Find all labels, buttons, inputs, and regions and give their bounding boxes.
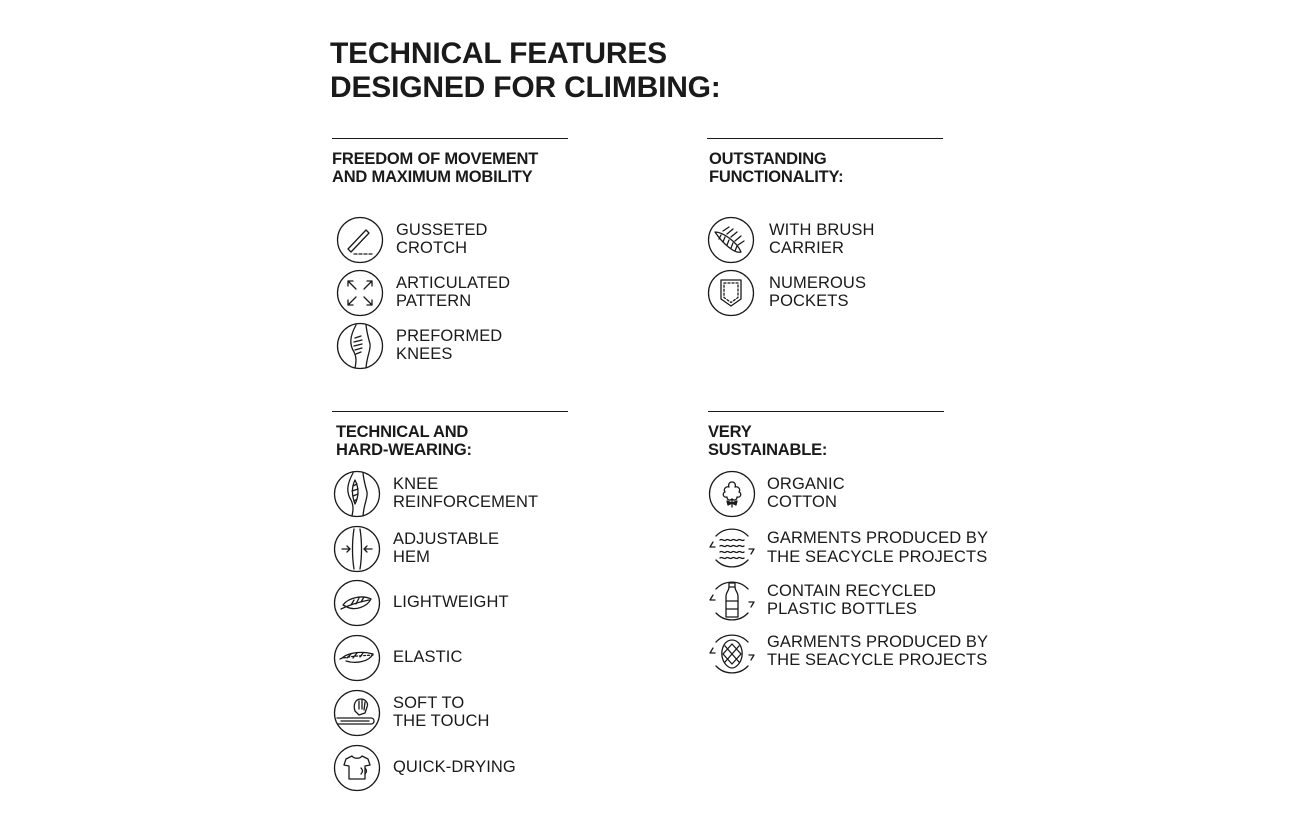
- title-line-2: DESIGNED FOR CLIMBING:: [330, 71, 721, 104]
- section-heading: TECHNICAL AND HARD-WEARING:: [336, 423, 472, 459]
- section-heading: VERY SUSTAINABLE:: [708, 423, 828, 459]
- brush-icon: [707, 216, 755, 264]
- gusset-icon: [336, 216, 384, 264]
- feature-label: PREFORMED KNEES: [396, 327, 503, 363]
- pocket-icon: [707, 269, 755, 317]
- feature-label: LIGHTWEIGHT: [393, 593, 509, 611]
- elastic-icon: [333, 634, 381, 682]
- feature-label: CONTAIN RECYCLED PLASTIC BOTTLES: [767, 582, 937, 618]
- divider: [707, 138, 943, 139]
- feature-label: WITH BRUSH CARRIER: [769, 221, 875, 257]
- feather-icon: [333, 579, 381, 627]
- feature-label: GUSSETED CROTCH: [396, 221, 488, 257]
- divider: [332, 411, 568, 412]
- recycled-pinecone-icon: [708, 630, 756, 678]
- feature-label: ARTICULATED PATTERN: [396, 274, 511, 310]
- feature-label: GARMENTS PRODUCED BY THE SEACYCLE PROJECTS: [767, 529, 989, 566]
- expand-arrows-icon: [336, 269, 384, 317]
- title-line-1: TECHNICAL FEATURES: [330, 37, 667, 70]
- sea-waves-icon: [708, 524, 756, 572]
- feature-label: KNEE REINFORCEMENT: [393, 475, 539, 511]
- recycled-bottle-icon: [708, 577, 756, 625]
- feature-label: NUMEROUS POCKETS: [769, 274, 867, 310]
- feature-label: ORGANIC COTTON: [767, 475, 845, 511]
- soft-touch-icon: [333, 689, 381, 737]
- knee-icon: [336, 322, 384, 370]
- divider: [332, 138, 568, 139]
- quick-dry-shirt-icon: [333, 744, 381, 792]
- cotton-icon: [708, 470, 756, 518]
- feature-label: ADJUSTABLE HEM: [393, 530, 500, 566]
- feature-label: QUICK-DRYING: [393, 758, 516, 776]
- section-heading: FREEDOM OF MOVEMENT AND MAXIMUM MOBILITY: [332, 150, 539, 186]
- feature-label: GARMENTS PRODUCED BY THE SEACYCLE PROJECTS: [767, 633, 989, 669]
- divider: [708, 411, 944, 412]
- feature-label: SOFT TO THE TOUCH: [393, 694, 490, 730]
- feature-label: ELASTIC: [393, 648, 463, 666]
- page-title: [330, 37, 721, 105]
- knee-reinforcement-icon: [333, 470, 381, 518]
- adjustable-hem-icon: [333, 525, 381, 573]
- section-heading: OUTSTANDING FUNCTIONALITY:: [709, 150, 844, 186]
